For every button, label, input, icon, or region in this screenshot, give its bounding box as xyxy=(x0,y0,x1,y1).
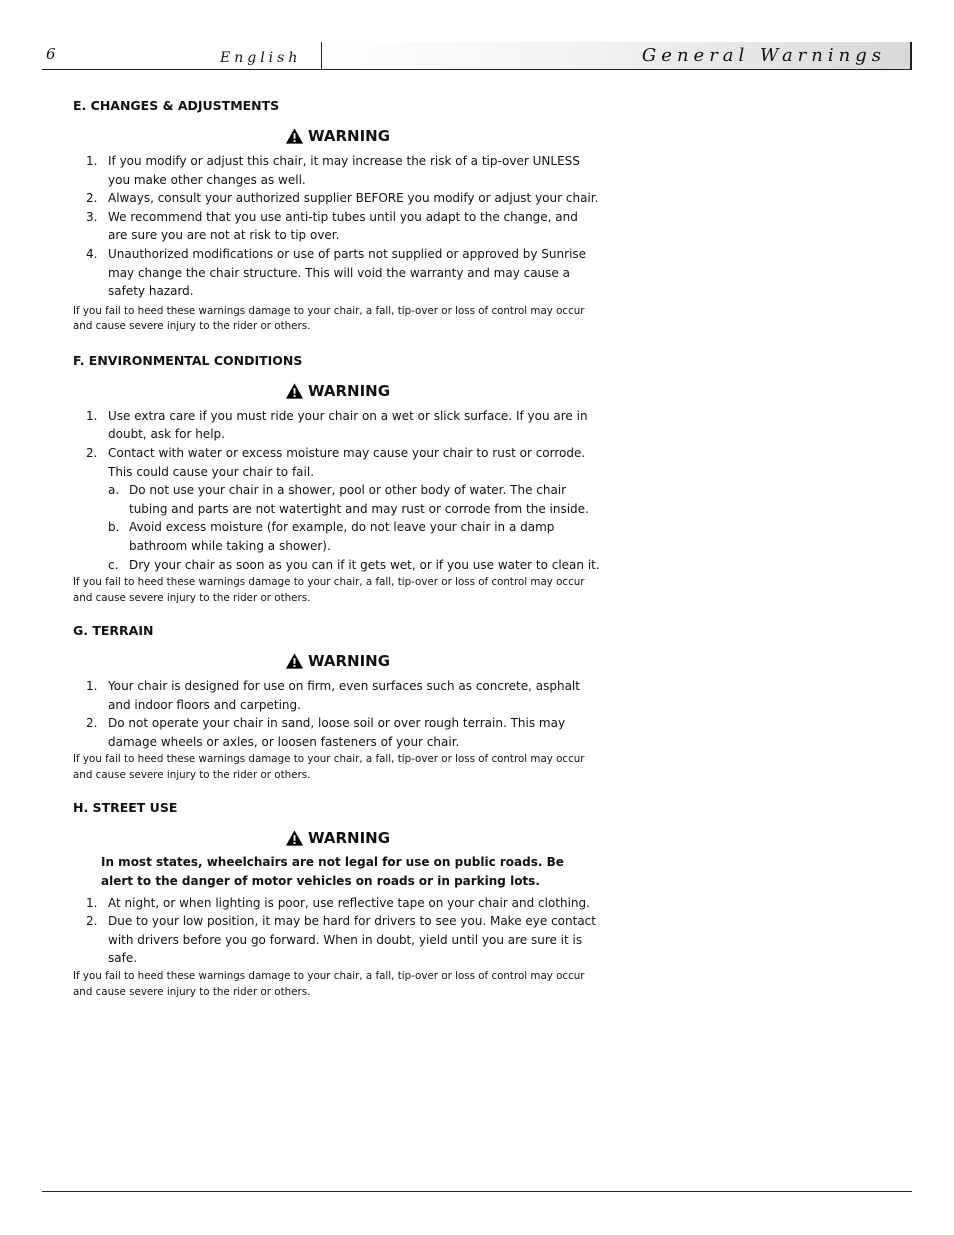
item-text: Avoid excess moisture (for example, do not leave your chair in a damp bathroom while taking a shower). xyxy=(129,520,555,553)
warning-list xyxy=(73,677,600,751)
item-text: If you modify or adjust this chair, it may increase the risk of a tip-over UNLESS you make other changes as well. xyxy=(108,154,580,187)
warning-triangle-icon xyxy=(285,382,304,400)
footnote: If you fail to heed these warnings damage to your chair, a fall, tip-over or loss of control may occur and cause severe injury to the rider or others. xyxy=(73,304,585,333)
item-text: Your chair is designed for use on firm, even surfaces such as concrete, asphalt and indoor floors and carpeting. xyxy=(108,679,580,712)
warning-header xyxy=(285,379,600,403)
item-number: 1. xyxy=(86,679,98,694)
warning-list xyxy=(73,152,600,301)
warning-label: WARNING xyxy=(308,381,391,400)
footnote: If you fail to heed these warnings damage to your chair, a fall, tip-over or loss of control may occur and cause severe injury to the rider or others. xyxy=(73,576,585,604)
warning-label: WARNING xyxy=(308,127,391,145)
section-heading: E. CHANGES & ADJUSTMENTS xyxy=(73,98,280,113)
sub-list-item xyxy=(108,518,600,555)
warning-triangle-icon xyxy=(285,652,304,670)
sub-list xyxy=(108,481,600,574)
sub-list-item xyxy=(108,556,600,575)
item-number: 2. xyxy=(86,445,98,460)
list-item xyxy=(73,189,600,208)
item-text: Do not use your chair in a shower, pool or other body of water. The chair tubing and parts are not watertight and may rust or corrode from the inside. xyxy=(129,483,589,516)
item-number: 2. xyxy=(86,191,98,206)
sub-list-item xyxy=(108,481,600,518)
list-item xyxy=(73,894,600,913)
list-item xyxy=(73,407,600,444)
warning-list xyxy=(73,407,600,574)
section-title: General Warnings xyxy=(641,45,886,66)
item-number: 1. xyxy=(86,408,98,423)
footnote: If you fail to heed these warnings damage to your chair, a fall, tip-over or loss of control may occur and cause severe injury to the rider or others. xyxy=(73,753,585,781)
section-environmental-conditions xyxy=(73,352,600,606)
list-item xyxy=(73,208,600,245)
item-letter: b. xyxy=(108,520,120,535)
warning-label: WARNING xyxy=(308,652,391,671)
warning-header xyxy=(285,649,600,673)
header-divider xyxy=(321,42,322,70)
footnote: If you fail to heed these warnings damage to your chair, a fall, tip-over or loss of control may occur and cause severe injury to the rider or others. xyxy=(73,970,585,998)
list-item xyxy=(73,245,600,301)
list-item xyxy=(73,444,600,574)
warning-header xyxy=(285,124,600,148)
item-text: Unauthorized modifications or use of parts not supplied or approved by Sunrise may change the chair structure. This will void the warranty and may cause a safety hazard. xyxy=(108,246,587,299)
item-letter: c. xyxy=(108,557,119,572)
item-number: 1. xyxy=(86,895,98,910)
section-heading: F. ENVIRONMENTAL CONDITIONS xyxy=(73,352,303,368)
warning-triangle-icon xyxy=(285,829,304,847)
warning-triangle-icon xyxy=(285,127,304,145)
item-number: 3. xyxy=(86,209,98,224)
section-terrain xyxy=(73,622,600,783)
item-text: We recommend that you use anti-tip tubes until you adapt to the change, and are sure you are not at risk to tip over. xyxy=(108,209,578,243)
bold-warning-note: In most states, wheelchairs are not legal for use on public roads. Be alert to the danger of motor vehicles on roads or in parking lots. xyxy=(101,855,564,889)
warning-header xyxy=(285,826,600,850)
warning-label: WARNING xyxy=(308,829,391,848)
item-number: 2. xyxy=(86,914,98,929)
item-text: Dry your chair as soon as you can if it gets wet, or if you use water to clean it. xyxy=(129,557,600,572)
page-header xyxy=(42,42,912,70)
item-letter: a. xyxy=(108,483,120,498)
list-item xyxy=(73,677,600,714)
section-heading: G. TERRAIN xyxy=(73,623,154,639)
item-number: 1. xyxy=(86,154,98,168)
item-number: 2. xyxy=(86,716,98,731)
item-text: Use extra care if you must ride your chair on a wet or slick surface. If you are in doubt, ask for help. xyxy=(108,408,588,442)
language-label: English xyxy=(220,50,302,66)
item-number: 4. xyxy=(86,246,98,261)
header-bar-end xyxy=(910,42,912,70)
header-rule xyxy=(42,69,912,70)
item-text: Always, consult your authorized supplier BEFORE you modify or adjust your chair. xyxy=(108,191,599,206)
page-content xyxy=(73,97,600,1000)
item-text: Contact with water or excess moisture may cause your chair to rust or corrode. This could cause your chair to fail. xyxy=(108,445,586,479)
section-street-use xyxy=(73,799,600,1000)
list-item xyxy=(73,714,600,751)
warning-list xyxy=(73,894,600,968)
item-text: Due to your low position, it may be hard for drivers to see you. Make eye contact with drivers before you go forward. When in doubt, yield until you are sure it is safe. xyxy=(108,914,596,966)
item-text: Do not operate your chair in sand, loose soil or over rough terrain. This may damage wheels or axles, or loosen fasteners of your chair. xyxy=(108,716,566,749)
page-number: 6 xyxy=(46,45,56,63)
footer-rule xyxy=(42,1191,912,1192)
section-heading: H. STREET USE xyxy=(73,800,178,816)
section-changes-adjustments xyxy=(73,97,600,335)
list-item xyxy=(73,152,600,189)
list-item xyxy=(73,912,600,968)
item-text: At night, or when lighting is poor, use reflective tape on your chair and clothing. xyxy=(108,895,590,910)
